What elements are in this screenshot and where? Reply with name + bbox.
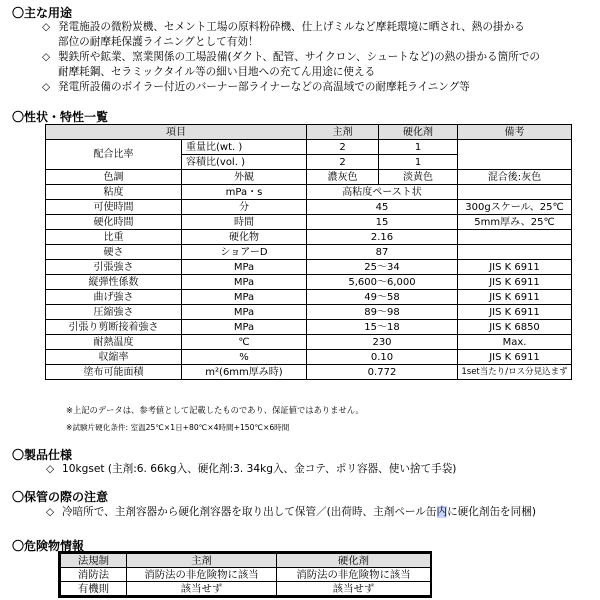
row-remarks: JIS K 6911 [458,305,572,320]
row-remarks [458,245,572,260]
row-item: 粘度 [46,185,182,200]
row-unit: MPa [182,275,307,290]
product-spec: ◇ 10kgset (主剤:6. 66kg入、硬化剤:3. 34kg入、金コテ、ポリ容器、使い捨て手袋) [46,463,457,475]
row-unit: % [182,350,307,365]
table-row [46,350,572,365]
row-unit: MPa [182,290,307,305]
row-unit: MPa [182,305,307,320]
row-value: 89～98 [307,305,458,320]
header-main: 主剤 [307,125,379,140]
mix-weight-main: 2 [307,140,379,155]
mix-volume-main: 2 [307,155,379,170]
hazard-law: 有機則 [61,582,127,596]
row-remarks: 5mm厚み、25℃ [458,215,572,230]
row-value: 15 [307,215,458,230]
row-remarks: Max. [458,335,572,350]
row-remarks: JIS K 6911 [458,290,572,305]
row-unit: 分 [182,200,307,215]
header-item: 項目 [46,125,307,140]
row-unit: 硬化物 [182,230,307,245]
table-row [46,365,572,380]
row-unit: 時間 [182,215,307,230]
table-row [46,290,572,305]
row-value: 5,600～6,000 [307,275,458,290]
diamond-bullet-icon: ◇ [42,81,51,93]
row-item: 硬さ [46,245,182,260]
hazard-main: 消防法の非危険物に該当 [127,568,277,582]
hazard-table-frame [60,553,430,596]
row-remarks: JIS K 6911 [458,275,572,290]
row-unit: MPa [182,260,307,275]
table-header-row [46,125,572,140]
table-row [46,170,572,185]
mix-weight-unit: 重量比(wt. ) [182,140,307,155]
table-header-row [61,554,431,568]
row-value: 49～58 [307,290,458,305]
usage-bullets [42,20,540,95]
row-remarks [458,185,572,200]
properties-note-cure: ※試験片硬化条件: 室温25℃×1日+80℃×4時間+150℃×6時間 [66,423,290,432]
table-row [46,260,572,275]
properties-note-reference: ※上記のデータは、参考値として記載したものであり、保証値ではありません。 [66,405,364,415]
table-row [46,245,572,260]
mix-remarks [458,140,572,170]
row-value: 230 [307,335,458,350]
row-item: 引張強さ [46,260,182,275]
row-unit: mPa・s [182,185,307,200]
row-item: 曲げ強さ [46,290,182,305]
row-unit: ショアーD [182,245,307,260]
mix-label: 配合比率 [46,140,182,170]
row-item: 縦弾性係数 [46,275,182,290]
row-unit: ℃ [182,335,307,350]
table-row [46,275,572,290]
diamond-bullet-icon: ◇ [42,21,51,33]
row-item: 色調 [46,170,182,185]
row-remarks: 1set当たり/ロス分見込まず [458,365,572,380]
row-item: 可使時間 [46,200,182,215]
hazard-table [60,553,431,596]
text-highlight: 内 [436,506,448,518]
row-remarks: JIS K 6911 [458,260,572,275]
row-remarks: 混合後:灰色 [458,170,572,185]
row-value: 15～18 [307,320,458,335]
header-remarks: 備考 [458,125,572,140]
hazard-law: 消防法 [61,568,127,582]
table-row [46,215,572,230]
properties-title: 〇性状・特性一覧 [12,110,109,124]
table-row [61,582,431,596]
row-item: 収縮率 [46,350,182,365]
storage-note: ◇ 冷暗所で、主剤容器から硬化剤容器を取り出して保管／(出荷時、主剤ペール缶内に硬化剤缶を同梱) [46,506,536,518]
table-row [46,335,572,350]
table-row [46,185,572,200]
row-value: 0.10 [307,350,458,365]
table-row [46,305,572,320]
storage-title: 〇保管の際の注意 [12,490,109,504]
header-hardener: 硬化剤 [379,125,458,140]
hazard-header-hardener: 硬化剤 [277,554,431,568]
mix-weight-hardener: 1 [379,140,458,155]
hazard-header-law: 法規制 [61,554,127,568]
row-item: 塗布可能面積 [46,365,182,380]
row-unit: 外観 [182,170,307,185]
table-row [46,230,572,245]
row-main: 濃灰色 [307,170,379,185]
row-item: 引張り剪断接着強さ [46,320,182,335]
diamond-bullet-icon: ◇ [42,51,51,63]
table-row [61,568,431,582]
properties-table [45,124,572,380]
mix-volume-hardener: 1 [379,155,458,170]
row-item: 硬化時間 [46,215,182,230]
usage-bullet: ◇ 製鉄所や鉱業、窯業関係の工場設備(ダクト、配管、サイクロン、シュートなど)の熱の掛かる箇所での [42,51,541,63]
usage-bullet-cont: 耐摩耗鋼、セラミックタイル等の細い目地への充てん用途に使える [58,66,376,78]
usage-title: 〇主な用途 [12,6,73,20]
row-value: 0.772 [307,365,458,380]
table-row [46,140,572,155]
row-item: 圧縮強さ [46,305,182,320]
usage-bullet: ◇ 発電施設の微粉炭機、セメント工場の原料粉砕機、仕上げミルなど摩耗環境に晒され、熱の掛かる [42,21,525,33]
hazard-hardener: 該当せず [277,582,431,596]
row-remarks [458,230,572,245]
mix-volume-unit: 容積比(vol. ) [182,155,307,170]
row-value: 高粘度ペースト状 [307,185,458,200]
row-remarks: 300gスケール、25℃ [458,200,572,215]
product-title: 〇製品仕様 [12,448,73,462]
table-row [46,320,572,335]
row-item: 比重 [46,230,182,245]
hazard-title: 〇危険物情報 [12,539,85,553]
row-remarks: JIS K 6911 [458,350,572,365]
row-remarks: JIS K 6850 [458,320,572,335]
diamond-bullet-icon: ◇ [46,463,55,475]
usage-bullet-cont: 部位の耐摩耗保護ライニングとして有効！ [58,36,259,48]
row-value: 87 [307,245,458,260]
usage-bullet: ◇ 発電所設備のボイラー付近のバーナー部ライナーなどの高温域での耐摩耗ライニング等 [42,81,470,93]
row-value: 45 [307,200,458,215]
row-unit: MPa [182,320,307,335]
table-row [46,200,572,215]
row-item: 耐熱温度 [46,335,182,350]
row-value: 2.16 [307,230,458,245]
hazard-header-main: 主剤 [127,554,277,568]
row-hardener: 淡黄色 [379,170,458,185]
hazard-hardener: 消防法の非危険物に該当 [277,568,431,582]
hazard-main: 該当せず [127,582,277,596]
row-value: 25～34 [307,260,458,275]
row-unit: m²(6mm厚み時) [182,365,307,380]
diamond-bullet-icon: ◇ [46,506,55,518]
